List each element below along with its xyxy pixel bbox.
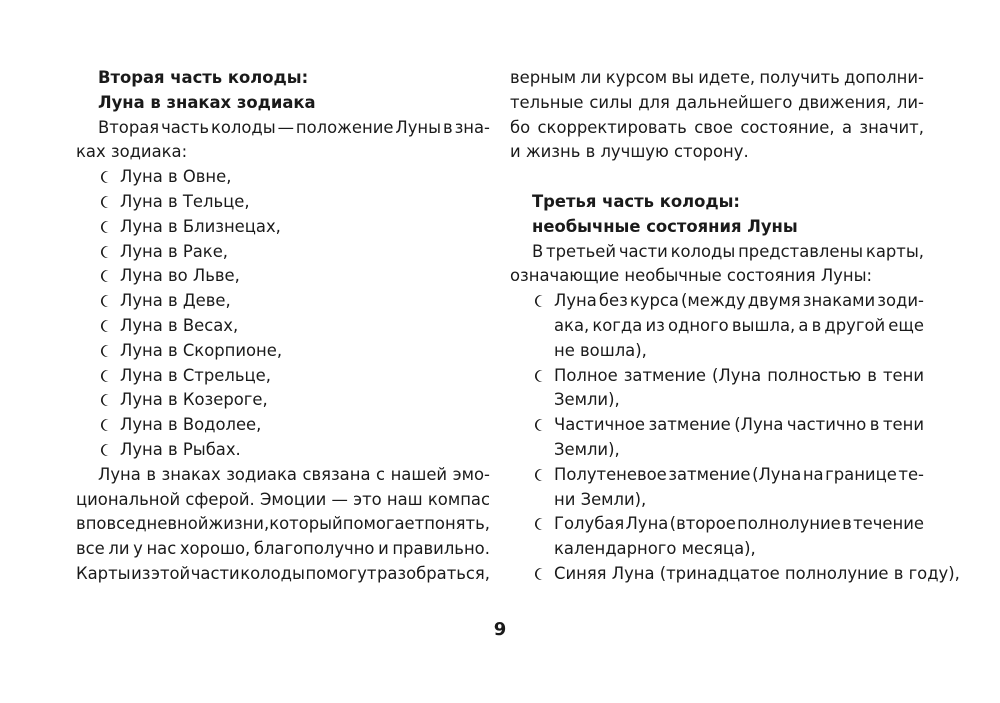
right-column [510,66,960,587]
list-item-text: Луна в Раке, [120,241,228,261]
crescent-moon-icon [98,364,114,389]
list-item-text: Частичное затмение (Луна частично в тени [554,415,924,435]
list-item-text: Луна в Овне, [120,167,232,187]
list-item [76,289,490,314]
section-subheading: Луна в знаках зодиака [98,92,316,112]
paragraph-line: в повседневной жизни, который помогает понять, [76,514,490,534]
list-item-text: Полное затмение (Луна полностью в тени [554,365,924,385]
crescent-moon-icon [98,240,114,265]
list-item [76,165,490,190]
list-item-text: Луна в Стрельце, [120,365,271,385]
list-item-line [510,413,924,438]
list-item-text: Луна в Рыбах. [120,439,241,459]
list-item [510,364,924,414]
list-item [510,413,924,463]
spacer [510,165,924,190]
list-item-line [510,562,960,587]
list-item [76,438,490,463]
list-item-text: Луна без курса (между двумя знаками зоди- [554,291,924,311]
list-item-line [510,314,924,339]
list-item-line [510,488,924,513]
crescent-moon-icon [98,165,114,190]
list-item-text: Луна в Козероге, [120,390,268,410]
list-item-line [510,537,924,562]
list-item-text: не вошла), [554,340,647,360]
paragraph-line: бо скорректировать свое состояние, а значит, [510,117,924,137]
list-item-text: Синяя Луна (тринадцатое полнолуние в году), [554,563,960,583]
left-column [76,66,490,587]
crescent-moon-icon [98,215,114,240]
list-item [510,289,924,363]
section-heading: Вторая часть колоды: [98,68,309,87]
paragraph-line: ках зодиака: [76,142,188,162]
paragraph-line: верным ли курсом вы идете, получить дополни- [510,68,924,87]
paragraph-line: Луна в знаках зодиака связана с нашей эмо- [98,464,490,484]
crescent-moon-icon [532,463,548,488]
list-item-text: ака, когда из одного вышла, а в другой еще [554,315,924,335]
list-item-text: Луна во Льве, [120,266,240,286]
list-item-text: Луна в Водолее, [120,415,262,435]
list-item [76,314,490,339]
list-item-text: Луна в Тельце, [120,191,250,211]
crescent-moon-icon [98,289,114,314]
crescent-moon-icon [98,190,114,215]
list-item-text: Голубая Луна (второе полнолуние в течение [554,514,924,534]
page-number: 9 [493,619,507,640]
crescent-moon-icon [98,438,114,463]
list-item [76,388,490,413]
list-item-text: Земли), [554,439,620,459]
list-item [76,413,490,438]
section-subheading: необычные состояния Луны [532,216,798,236]
list-item [76,190,490,215]
paragraph-line: тельные силы для дальнейшего движения, ли- [510,92,924,112]
paragraph-line: Карты из этой части колоды помогут разобраться, [76,563,490,583]
crescent-moon-icon [532,413,548,438]
list-item-text: Луна в Деве, [120,291,231,311]
list-item-text: ни Земли), [554,489,647,509]
list-item-line [510,512,924,537]
list-item-line [510,339,924,364]
list-item-text: Луна в Весах, [120,315,239,335]
list-item-text: Луна в Скорпионе, [120,340,283,360]
crescent-moon-icon [98,314,114,339]
list-item-text: Полутеневое затмение (Луна на границе те- [554,464,924,484]
crescent-moon-icon [532,289,548,314]
list-item [510,463,924,513]
list-item [76,364,490,389]
list-item [76,240,490,265]
crescent-moon-icon [98,413,114,438]
list-item [76,264,490,289]
list-item-line [510,438,924,463]
list-item [76,339,490,364]
paragraph-line: циональной сферой. Эмоции — это наш компас [76,489,490,509]
moon-states-list [510,289,960,587]
list-item [510,562,960,587]
list-item-line [510,364,924,389]
list-item [76,215,490,240]
paragraph-line: В третьей части колоды представлены карты, [532,241,924,261]
list-item-line [510,388,924,413]
zodiac-list [76,165,490,463]
paragraph-line: и жизнь в лучшую сторону. [510,142,749,162]
paragraph-line: означающие необычные состояния Луны: [510,266,873,286]
crescent-moon-icon [98,264,114,289]
section-heading: Третья часть колоды: [532,191,740,211]
list-item-text: Луна в Близнецах, [120,216,281,236]
list-item-text: календарного месяца), [554,539,756,559]
list-item-line [510,289,924,314]
crescent-moon-icon [98,339,114,364]
crescent-moon-icon [532,512,548,537]
crescent-moon-icon [98,388,114,413]
paragraph-line: Вторая часть колоды — положение Луны в зна- [98,117,490,137]
paragraph-line: все ли у нас хорошо, благополучно и правильно. [76,539,490,559]
list-item-line [510,463,924,488]
crescent-moon-icon [532,364,548,389]
list-item [510,512,924,562]
list-item-text: Земли), [554,390,620,410]
crescent-moon-icon [532,562,548,587]
